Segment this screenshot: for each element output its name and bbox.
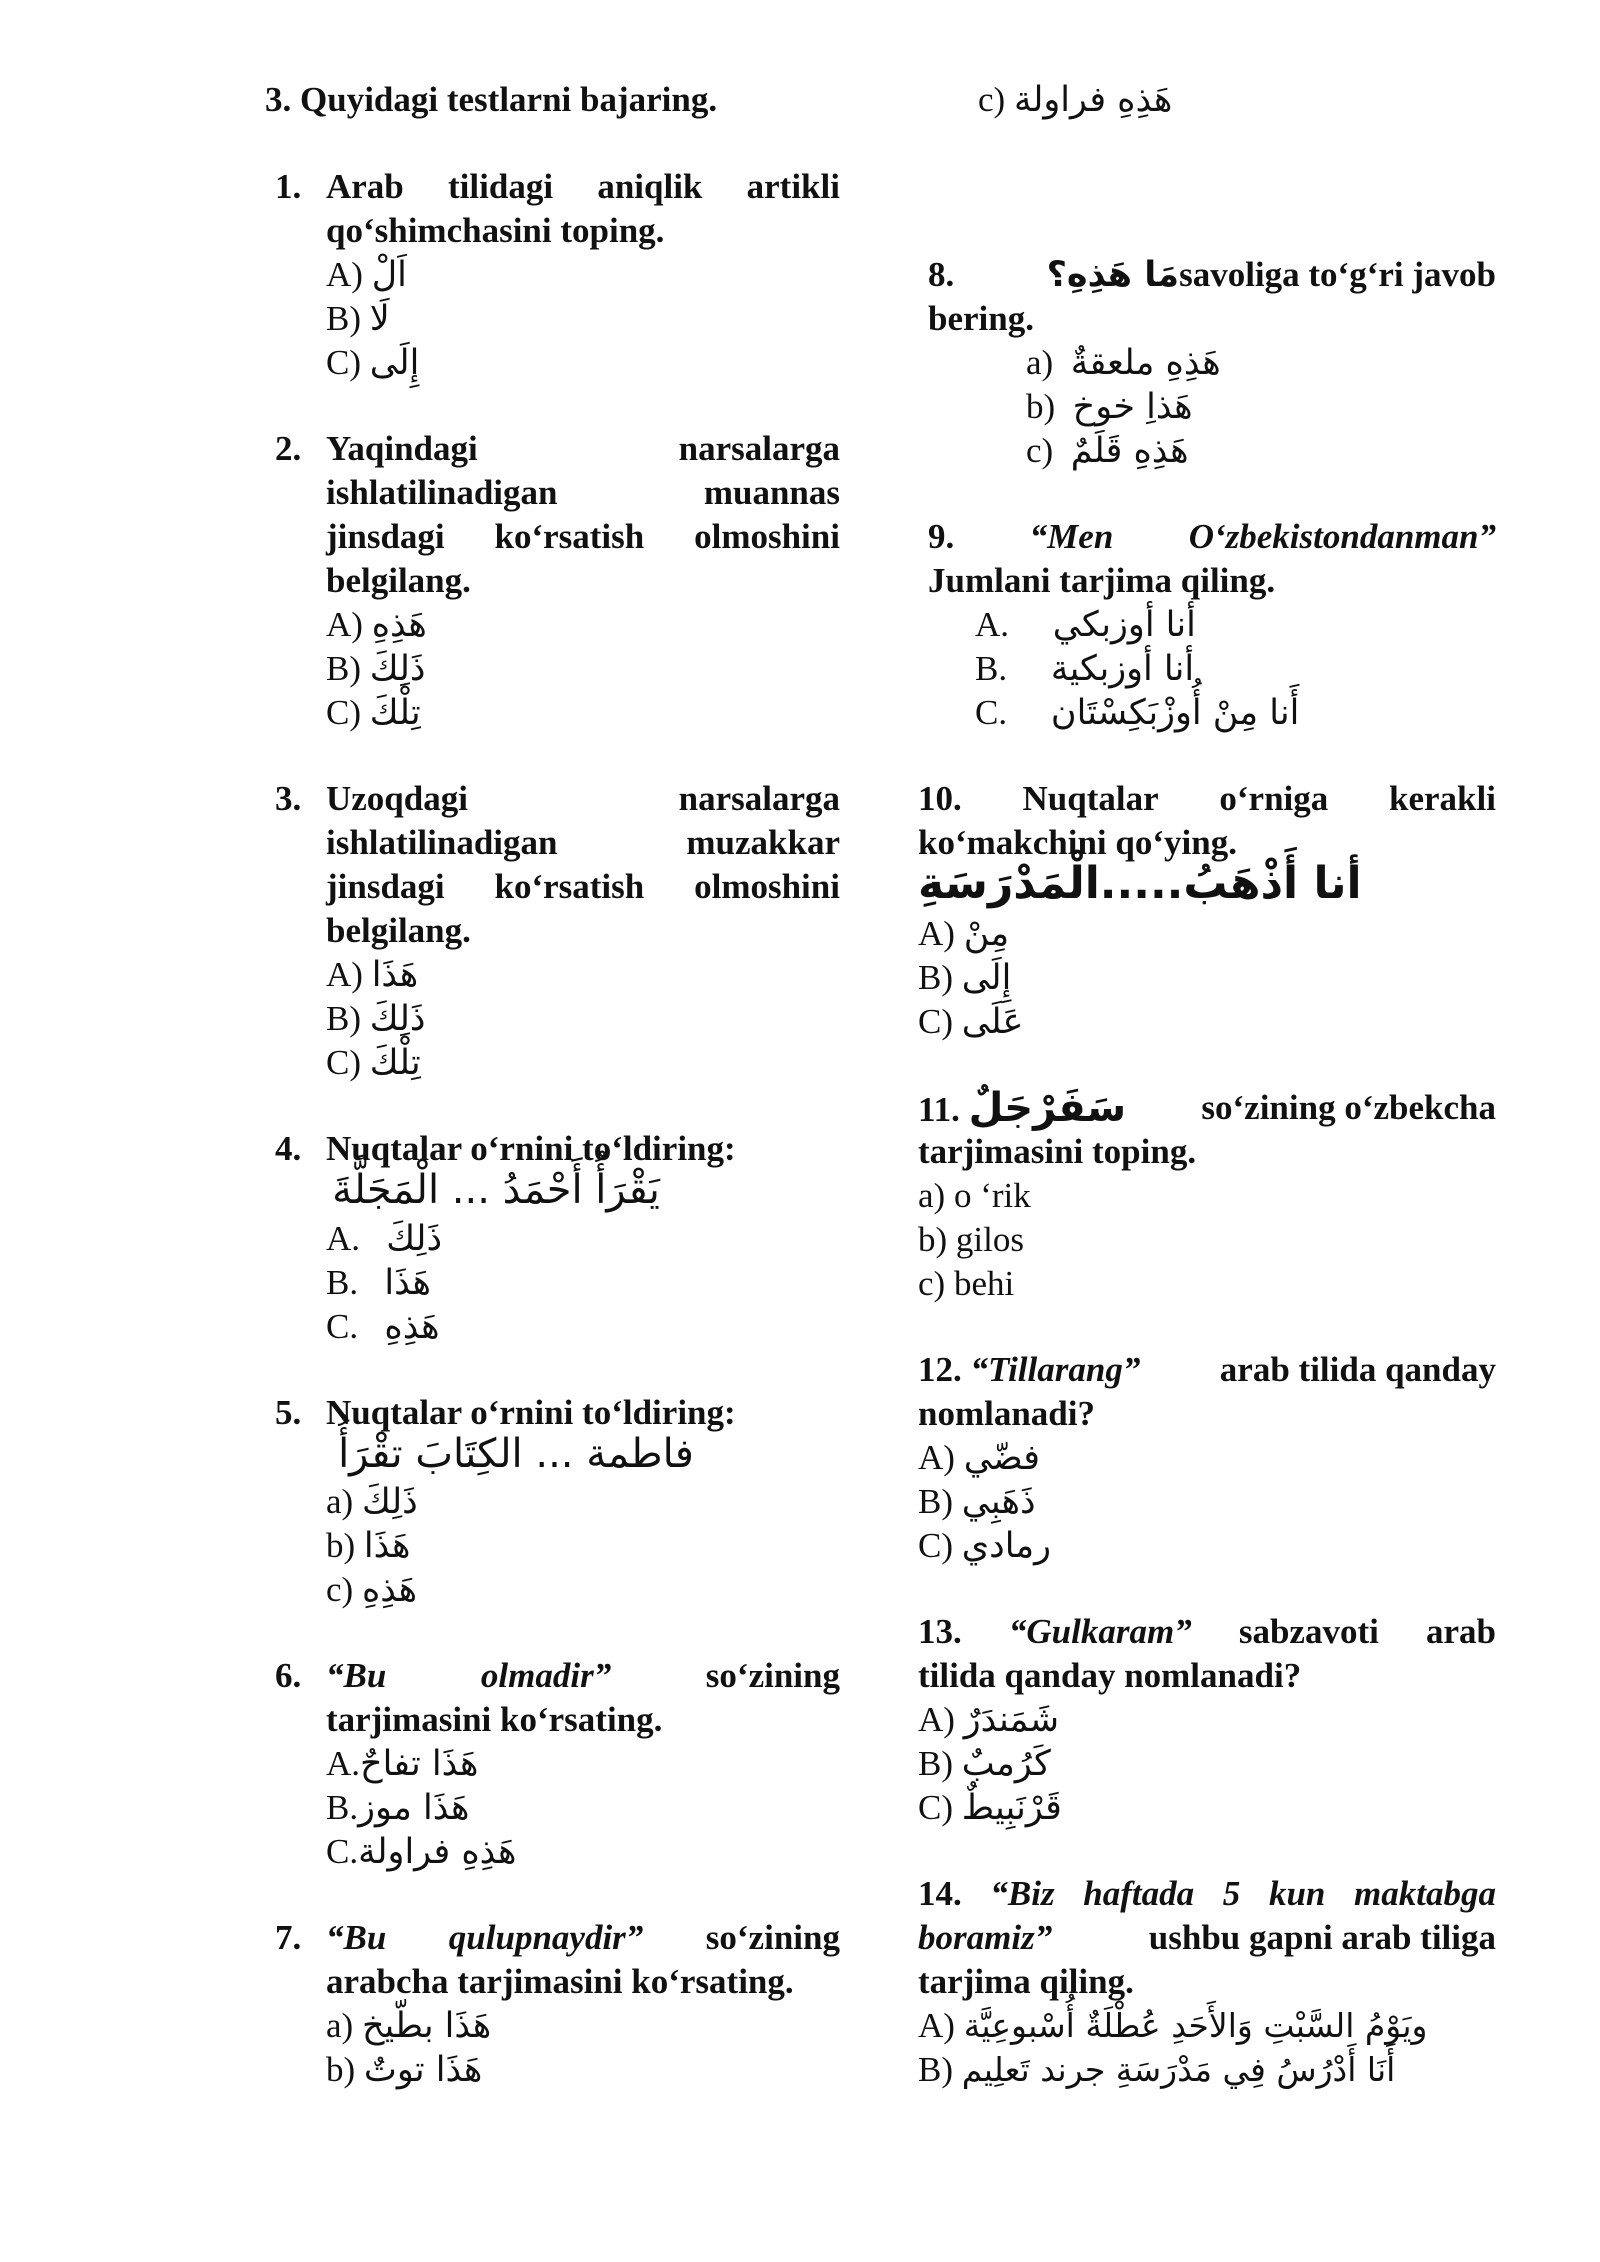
word: sabzavoti: [1238, 1612, 1379, 1651]
option-arabic: هَذِهِ فراولة: [1013, 80, 1173, 120]
word: Nuqtalar: [1022, 779, 1159, 818]
option[interactable]: [326, 1041, 421, 1085]
option[interactable]: [918, 956, 1011, 1000]
question-14-line-1: [918, 1872, 1496, 1916]
question-14-line-2: [918, 1916, 1496, 1960]
question-7-line-1: [326, 1916, 840, 1960]
arabic-text: فاطمة ... الكِتَابَ تقْرَأُ: [338, 1431, 694, 1477]
option-label: B): [918, 2050, 953, 2089]
question-6-line-2: tarjimasini ko‘rsating.: [326, 1700, 663, 1739]
option-arabic: تِلْكَ: [369, 693, 421, 733]
option[interactable]: [918, 1436, 1040, 1480]
option[interactable]: [326, 691, 421, 735]
question-8-number: 8.: [928, 255, 955, 294]
option[interactable]: [918, 2048, 1395, 2092]
word: kun: [1268, 1874, 1326, 1913]
option[interactable]: [1026, 385, 1193, 429]
option-label: C): [326, 1043, 361, 1082]
option[interactable]: [326, 1742, 478, 1786]
section-title: 3. Quyidagi testlarni bajaring.: [265, 80, 718, 119]
word: jinsdagi: [326, 867, 445, 906]
word: “Men: [1029, 517, 1114, 556]
option-label: B): [918, 1482, 953, 1521]
option-arabic: هَذِهِ: [361, 1570, 418, 1610]
question-8-line-2: bering.: [928, 299, 1034, 338]
word: 5: [1222, 1874, 1241, 1913]
question-11-number: 11.: [918, 1090, 960, 1129]
option-arabic: هَذَا: [384, 1263, 431, 1303]
option-label: A.: [326, 1219, 361, 1258]
question-13-line-2: tilida qanday nomlanadi?: [918, 1656, 1302, 1695]
word: Uzoqdagi: [326, 779, 468, 818]
word: arab: [1425, 1612, 1496, 1651]
option[interactable]: [326, 341, 419, 385]
option-label: A): [918, 1700, 955, 1739]
word: “Bu: [326, 1918, 387, 1957]
option-label: C.: [326, 1832, 359, 1871]
word: qulupnaydir”: [448, 1918, 644, 1957]
question-11-line-2: tarjimasini toping.: [918, 1132, 1197, 1171]
question-2-number: 2.: [275, 429, 302, 468]
option[interactable]: [326, 2004, 491, 2048]
option[interactable]: [326, 603, 427, 647]
option-label: C): [918, 1526, 953, 1565]
word: olmoshini: [694, 517, 840, 556]
option[interactable]: [918, 2004, 1427, 2048]
option-label: C.: [975, 693, 1008, 732]
question-2-line-2: [326, 471, 840, 515]
question-3-line-3: [326, 865, 840, 909]
option-label: A): [326, 955, 363, 994]
option-arabic: هَذِهِ: [384, 1307, 440, 1347]
option-label: A.: [326, 1744, 361, 1783]
option-arabic: تِلْكَ: [369, 1043, 421, 1083]
option[interactable]: [326, 1480, 418, 1524]
option-arabic: إِلَى: [961, 958, 1012, 998]
option-label: A): [918, 2006, 955, 2045]
question-12-number: 12.: [918, 1350, 962, 1389]
option-label: A): [326, 255, 363, 294]
option-arabic: هَذِهِ ملعقةٌ: [1070, 343, 1221, 383]
arabic-text: يَقْرَأُ أَحْمَدُ ... الْمَجَلَّةَ: [332, 1167, 660, 1213]
option-label: B.: [975, 649, 1008, 688]
word: muannas: [703, 473, 840, 512]
option[interactable]: [326, 2048, 482, 2092]
option-arabic: لَا: [369, 299, 390, 339]
option-label: b): [326, 1526, 356, 1565]
word: tilidagi: [448, 167, 554, 206]
option[interactable]: [918, 1524, 1051, 1568]
word: ishlatilinadigan: [326, 823, 558, 862]
option-label: B.: [326, 1788, 359, 1827]
option-arabic: ذَلِكَ: [369, 999, 426, 1039]
question-keyword: “Tillarang”: [970, 1350, 1141, 1389]
question-10-number: 10.: [918, 779, 962, 818]
word: Arab: [326, 167, 404, 206]
question-2-line-1: [326, 427, 840, 471]
word: Yaqindagi: [326, 429, 478, 468]
option[interactable]: b) gilos: [918, 1220, 1024, 1259]
word: haftada: [1083, 1874, 1195, 1913]
option[interactable]: [918, 1698, 1059, 1742]
option[interactable]: [326, 1524, 410, 1568]
option-label: a): [326, 2006, 354, 2045]
option-arabic: عَلَى: [961, 1002, 1024, 1042]
option[interactable]: [918, 1000, 1023, 1044]
option-label: a): [326, 1482, 354, 1521]
option[interactable]: [918, 1742, 1051, 1786]
word: maktabga: [1354, 1874, 1496, 1913]
option-arabic: هَذَا تفاحٌ: [360, 1744, 479, 1784]
option[interactable]: a) o ‘rik: [918, 1176, 1031, 1215]
option-arabic: ذَهَبِي: [961, 1482, 1036, 1522]
option[interactable]: [326, 1786, 470, 1830]
word: olmadir”: [480, 1656, 612, 1695]
question-5-number: 5.: [275, 1393, 302, 1432]
option-label: b): [1026, 387, 1056, 426]
option[interactable]: [326, 297, 390, 341]
arabic-text: أنا أَذْهَبُ.....الْمَدْرَسَةِ: [918, 858, 1362, 909]
option-label: B): [326, 649, 361, 688]
word: aniqlik: [597, 167, 703, 206]
option-label: c): [1026, 431, 1054, 470]
option-arabic: هَذِهِ: [371, 605, 427, 645]
question-4-title: Nuqtalar o‘rnini to‘ldiring:: [326, 1129, 736, 1168]
option[interactable]: [975, 603, 1196, 647]
question-3-line-2: [326, 821, 840, 865]
option-arabic: أَنا مِنْ أُوزْبَكِسْتَان: [1050, 693, 1300, 733]
option-arabic: قَرْنَبِيطٌ: [961, 1788, 1062, 1828]
word: “Gulkaram”: [1008, 1612, 1192, 1651]
option-arabic: هَذَا توتٌ: [363, 2050, 483, 2090]
option[interactable]: [918, 912, 1009, 956]
option-arabic: شَمَندَرٌ: [963, 1700, 1060, 1740]
option-label: C): [326, 693, 361, 732]
option-arabic: هَذَا بطّيخ: [361, 2006, 492, 2046]
arabic-question: مَا هَذِهِ؟: [1046, 255, 1180, 295]
word: so‘zining: [705, 1918, 840, 1957]
question-7-line-2: arabcha tarjimasini ko‘rsating.: [326, 1962, 794, 2001]
option-label: b): [326, 2050, 356, 2089]
word: “Biz: [990, 1874, 1055, 1913]
question-3-number: 3.: [275, 779, 302, 818]
word: ko‘rsatish: [494, 517, 645, 556]
option-label: B): [326, 999, 361, 1038]
question-1-number: 1.: [275, 167, 302, 206]
word: olmoshini: [694, 867, 840, 906]
option-arabic: ذَلِكَ: [369, 649, 426, 689]
option-arabic: أنا أوزبكية: [1050, 649, 1195, 689]
question-10-arabic-sentence: [918, 858, 1362, 909]
option-arabic: أنا أوزبكي: [1052, 605, 1196, 645]
option[interactable]: [326, 253, 407, 297]
option[interactable]: c) behi: [918, 1264, 1015, 1303]
word: jinsdagi: [326, 517, 445, 556]
option[interactable]: [918, 1786, 1062, 1830]
question-6-number: 6.: [275, 1656, 302, 1695]
option-label: B): [326, 299, 361, 338]
question-13-number: 13.: [918, 1612, 962, 1651]
option[interactable]: [326, 1217, 442, 1261]
option-label: A): [918, 1438, 955, 1477]
question-9-number: 9.: [928, 517, 955, 556]
option-arabic: هَذِهِ قَلَمٌ: [1070, 431, 1189, 471]
word: muzakkar: [686, 823, 840, 862]
question-9-line-2: Jumlani tarjima qiling.: [928, 561, 1276, 600]
word: artikli: [746, 167, 840, 206]
option-arabic: رمادي: [961, 1526, 1052, 1566]
option[interactable]: [918, 1480, 1036, 1524]
option[interactable]: [975, 691, 1299, 735]
option-arabic: هَذَا: [371, 955, 419, 995]
option[interactable]: [326, 1568, 417, 1612]
option-label: B): [918, 1744, 953, 1783]
question-2-line-4: belgilang.: [326, 561, 471, 600]
option-label: B): [918, 958, 953, 997]
word: kerakli: [1389, 779, 1496, 818]
option-label: B.: [326, 1263, 359, 1302]
option-label: A): [918, 914, 955, 953]
option-label: C.: [326, 1307, 359, 1346]
question-text: arab tilida qanday: [1219, 1350, 1496, 1389]
option-arabic: هَذَا: [363, 1526, 411, 1566]
question-12-line-2: nomlanadi?: [918, 1394, 1095, 1433]
option-arabic: ذَلِكَ: [361, 1482, 418, 1522]
option[interactable]: [326, 1305, 440, 1349]
option-arabic: ويَوْمُ السَّبْتِ وَالأَحَدِ عُطْلَةٌ أُسْبوعِيَّة: [963, 2006, 1428, 2045]
question-3-line-1: [326, 777, 840, 821]
option[interactable]: [326, 1830, 517, 1874]
option[interactable]: [1026, 429, 1189, 473]
option[interactable]: [1026, 341, 1221, 385]
word: ishlatilinadigan: [326, 473, 558, 512]
word: boramiz”: [918, 1918, 1053, 1957]
question-4-arabic-sentence: [326, 1168, 666, 1214]
option-label: a): [1026, 343, 1054, 382]
option[interactable]: [975, 647, 1194, 691]
word: narsalarga: [678, 779, 840, 818]
option-arabic: هَذاِ خوخ: [1072, 387, 1193, 427]
question-7-number: 7.: [275, 1918, 302, 1957]
question-1-line-2: qo‘shimchasini toping.: [326, 211, 665, 250]
option-arabic: هَذَا موز: [358, 1788, 470, 1828]
question-1-line-1: [326, 165, 840, 209]
arabic-word: سَفَرْجَلٌ: [968, 1085, 1127, 1131]
option-label: A): [326, 605, 363, 644]
option-label: C): [918, 1788, 953, 1827]
option-label: C): [918, 1002, 953, 1041]
question-9-line-1: [928, 515, 1496, 559]
word: ko‘rsatish: [494, 867, 645, 906]
word: “Bu: [326, 1656, 387, 1695]
word: o‘rniga: [1219, 779, 1329, 818]
question-4-number: 4.: [275, 1129, 302, 1168]
question-14-number: 14.: [918, 1874, 962, 1913]
option-arabic: اَلْ: [371, 255, 407, 295]
word: so‘zining: [705, 1656, 840, 1695]
question-10-line-1: [918, 777, 1496, 821]
question-14-line-3: tarjima qiling.: [918, 1962, 1134, 2001]
word: narsalarga: [678, 429, 840, 468]
option-label: A.: [975, 605, 1010, 644]
question-10-line-2: ko‘makchini qo‘ying.: [918, 823, 1237, 862]
option-label: C): [326, 343, 361, 382]
option-arabic: مِنْ: [963, 914, 1010, 954]
question-3-line-4: belgilang.: [326, 911, 471, 950]
option[interactable]: [326, 997, 426, 1041]
question-11-line-1: [918, 1086, 1496, 1132]
option-arabic: فضّي: [963, 1438, 1040, 1478]
option-label: c): [978, 80, 1006, 119]
question-5-arabic-sentence: [326, 1432, 706, 1478]
question-text: so‘zining o‘zbekcha: [1201, 1088, 1496, 1127]
option[interactable]: [326, 647, 426, 691]
option[interactable]: [326, 953, 418, 997]
option[interactable]: [326, 1261, 431, 1305]
option-arabic: كَرُمبٌ: [961, 1744, 1051, 1784]
option-arabic: ذَلِكَ: [386, 1219, 443, 1259]
question-13-line-1: [918, 1610, 1496, 1654]
option-arabic: هَذِهِ فراولة: [358, 1832, 517, 1872]
question-2-line-3: [326, 515, 840, 559]
option-label: c): [326, 1570, 354, 1609]
word: O‘zbekistondanman”: [1188, 517, 1496, 556]
option[interactable]: [978, 78, 1172, 122]
option-arabic: إِلَى: [369, 343, 420, 383]
question-5-title: Nuqtalar o‘rnini to‘ldiring:: [326, 1393, 736, 1432]
question-12-line-1: [918, 1348, 1496, 1392]
question-8-line-1: [928, 253, 1496, 297]
option-arabic: أَنَا أَدْرُسُ فِي مَدْرَسَةِ جرند تَعلِيم: [961, 2050, 1396, 2089]
question-6-line-1: [326, 1654, 840, 1698]
question-text: ushbu gapni arab tiliga: [1148, 1918, 1496, 1957]
question-text: savoliga to‘g‘ri javob: [1179, 255, 1496, 294]
